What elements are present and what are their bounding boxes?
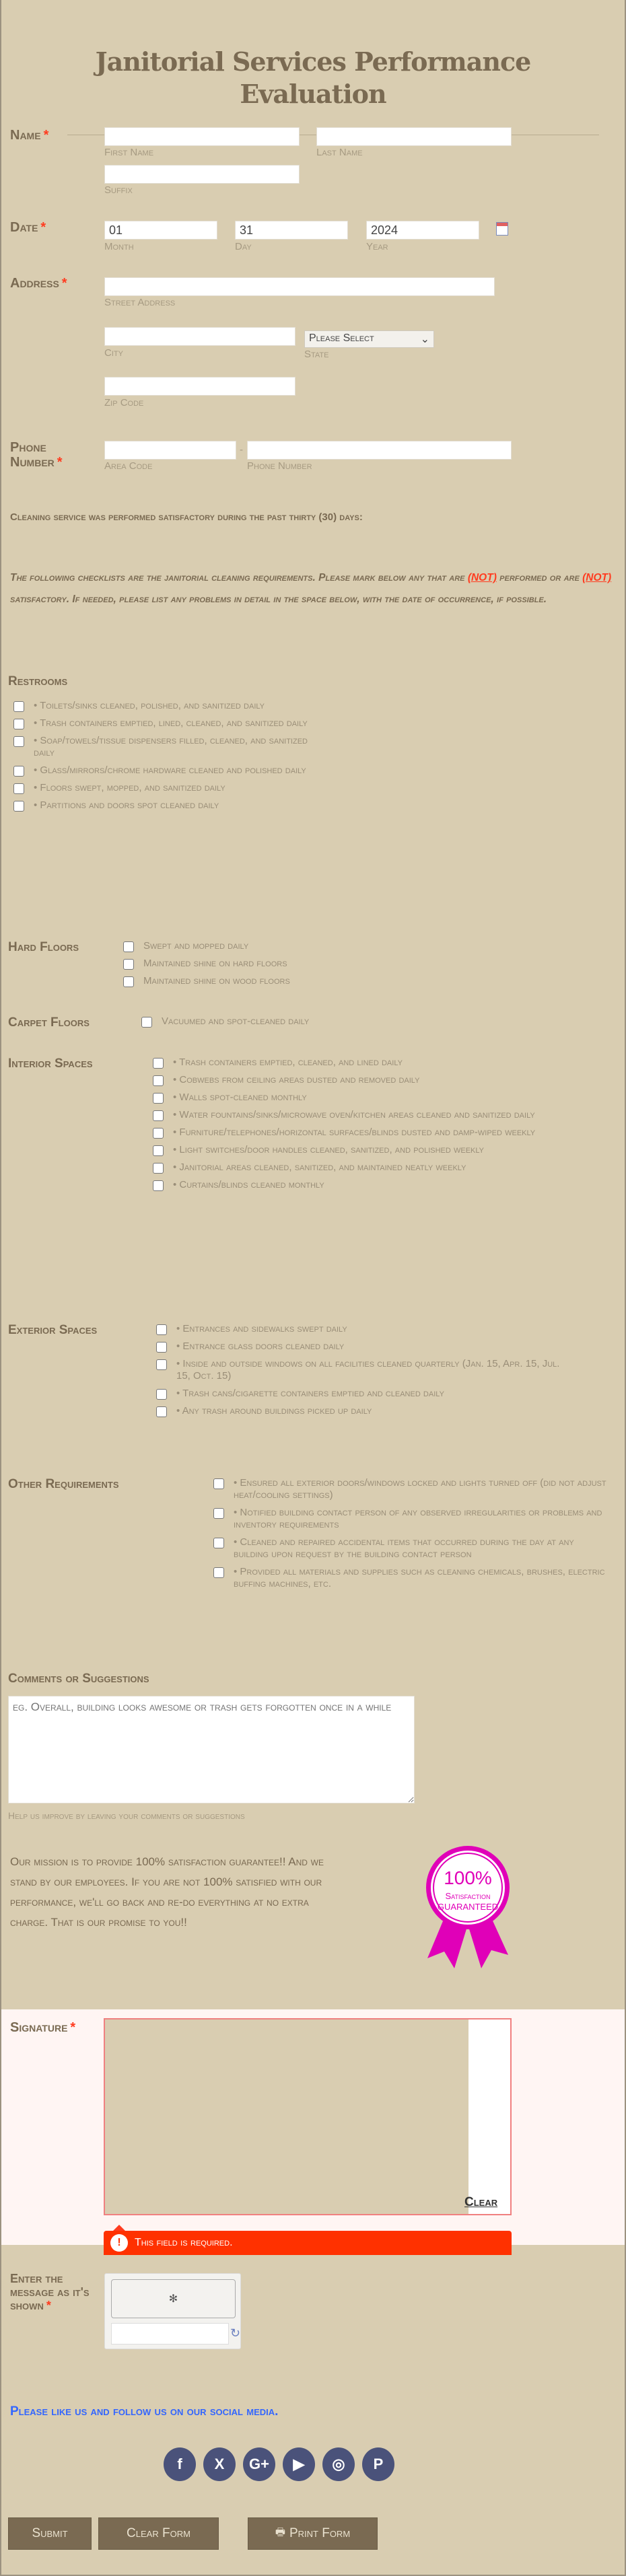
comments-help: Help us improve by leaving your comments or suggestions	[8, 1810, 245, 1821]
google-plus-icon[interactable]: G+	[243, 2447, 275, 2481]
checklist	[213, 1477, 611, 1590]
checkbox[interactable]	[123, 976, 134, 987]
checklist-item-label: • Notified building contact person of any observed irregularities or problems and inventory requirements	[234, 1507, 602, 1530]
facebook-icon[interactable]: f	[164, 2447, 196, 2481]
checkbox[interactable]	[153, 1058, 164, 1069]
checkbox[interactable]	[156, 1406, 167, 1417]
checkbox[interactable]	[153, 1093, 164, 1104]
year-input[interactable]	[366, 221, 479, 240]
calendar-icon[interactable]	[496, 222, 508, 236]
checklist-item-label: • Trash containers emptied, lined, cleaned, and sanitized daily	[34, 717, 308, 729]
clear-signature-link[interactable]: Clear	[464, 2195, 498, 2209]
button-label: Print Form	[289, 2526, 351, 2540]
checklist-item-label: Maintained shine on wood floors	[143, 975, 290, 987]
signature-pad[interactable]	[104, 2018, 512, 2215]
checkbox[interactable]	[123, 959, 134, 970]
checklist-item-label: • Cobwebs from ceiling areas dusted and removed daily	[173, 1074, 420, 1085]
checklist-row[interactable]	[13, 700, 330, 712]
checklist-row[interactable]	[13, 764, 330, 777]
date-label	[10, 220, 46, 235]
street-sublabel: Street Address	[104, 297, 176, 308]
checklist-row[interactable]	[13, 717, 330, 729]
checklist-row[interactable]	[153, 1057, 570, 1069]
checklist	[123, 940, 561, 987]
checklist-row[interactable]	[13, 782, 330, 794]
checkbox[interactable]	[13, 766, 24, 777]
checklist-item-label: • Glass/mirrors/chrome hardware cleaned and polished daily	[34, 764, 306, 776]
checklist	[156, 1323, 567, 1417]
clear-form-button[interactable]	[98, 2517, 219, 2550]
not-emphasis: (NOT)	[467, 572, 497, 583]
checklist-item-label: • Water fountains/sinks/microwave oven/kitchen areas cleaned and sanitized daily	[173, 1109, 535, 1120]
instructions-part: performed or are	[496, 572, 583, 583]
checklist-item-label: • Curtains/blinds cleaned monthly	[173, 1179, 324, 1190]
phone-number-input[interactable]	[247, 441, 512, 460]
checklist-item-label: • Trash cans/cigarette containers emptied and cleaned daily	[176, 1388, 444, 1399]
state-select-value: Please Select	[309, 332, 374, 344]
checklist-row[interactable]	[156, 1323, 567, 1335]
checklist-item-label: • Cleaned and repaired accidental items that occurred during the day at any building upon request by the building contact person	[234, 1536, 574, 1560]
error-message	[104, 2231, 512, 2255]
checkbox[interactable]	[13, 719, 24, 729]
checklist-row[interactable]	[141, 1015, 579, 1028]
checklist-row[interactable]	[156, 1405, 567, 1417]
year-sublabel: Year	[366, 241, 388, 252]
checklist-row[interactable]	[153, 1161, 570, 1174]
not-emphasis: (NOT)	[582, 572, 612, 583]
checklist-item-label: • Provided all materials and supplies such as cleaning chemicals, brushes, electric buffing machines, etc.	[234, 1566, 605, 1589]
checklist	[153, 1057, 570, 1191]
suffix-input[interactable]	[104, 165, 300, 184]
label-text: Address	[10, 276, 59, 291]
loading-spinner-icon: ✻	[111, 2279, 236, 2318]
badge-percent: 100%	[444, 1867, 492, 1888]
checklist-row[interactable]	[123, 958, 561, 970]
group-title: Exterior Spaces	[8, 1323, 98, 1337]
area-code-input[interactable]	[104, 441, 236, 460]
youtube-icon[interactable]: ▶	[283, 2447, 315, 2481]
chevron-down-icon: ⌄	[420, 334, 429, 345]
zip-sublabel: Zip Code	[104, 397, 144, 408]
social-media-text: Please like us and follow us on our social media.	[10, 2404, 279, 2419]
month-input[interactable]	[104, 221, 217, 240]
checklist-row[interactable]	[13, 799, 330, 812]
state-sublabel: State	[304, 349, 329, 360]
checklist-row[interactable]	[153, 1092, 570, 1104]
required-mark: *	[61, 276, 67, 291]
first-name-sublabel: First Name	[104, 147, 154, 158]
required-mark: *	[57, 455, 63, 470]
group-title: Interior Spaces	[8, 1057, 93, 1071]
group-title: Restrooms	[8, 674, 68, 688]
checklist-row[interactable]	[213, 1507, 611, 1531]
mission-text: Our mission is to provide 100% satisfaction guarantee!! And we stand by our employees. If you are not 100% satisfied with our performance, we'll go back and re-do everything at no extra charge. That is our promise to you!!	[10, 1855, 324, 1929]
checkbox[interactable]	[156, 1342, 167, 1353]
suffix-sublabel: Suffix	[104, 184, 133, 196]
checklist-item-label: • Toilets/sinks cleaned, polished, and sanitized daily	[34, 700, 265, 711]
checklist-item-label: Maintained shine on hard floors	[143, 958, 287, 969]
checklist-item-label: • Inside and outside windows on all facilities cleaned quarterly (Jan. 15, Apr. 15, Jul. 15, Oct. 15)	[176, 1358, 560, 1382]
checklist-row[interactable]	[156, 1388, 567, 1400]
checklist-item-label: • Ensured all exterior doors/windows locked and lights turned off (did not adjust heat/cooling settings)	[234, 1477, 606, 1501]
checklist-item-label: • Light switches/door handles cleaned, sanitized, and polished weekly	[173, 1144, 485, 1155]
checklist-row[interactable]	[213, 1566, 611, 1590]
label-text: Name	[10, 128, 41, 143]
comments-label: Comments or Suggestions	[8, 1672, 149, 1686]
checkbox[interactable]	[153, 1128, 164, 1139]
label-text: Phone	[10, 440, 46, 455]
instructions-part: The following checklists are the janitorial cleaning requirements. Please mark below any that are	[10, 572, 468, 583]
captcha-input[interactable]	[111, 2323, 229, 2345]
satisfaction-badge	[421, 1844, 515, 1972]
refresh-icon[interactable]: ↻	[230, 2326, 241, 2340]
checklist-item-label: • Walls spot-cleaned monthly	[173, 1092, 307, 1103]
checkbox[interactable]	[213, 1478, 224, 1489]
checklist-item-label: Vacuumed and spot-cleaned daily	[162, 1015, 310, 1027]
checklist	[141, 1015, 579, 1028]
alert-icon: !	[110, 2234, 128, 2252]
checkbox[interactable]	[213, 1538, 224, 1548]
checkbox[interactable]	[153, 1145, 164, 1156]
checklist-row[interactable]	[213, 1536, 611, 1561]
checklist-item-label: • Floors swept, mopped, and sanitized daily	[34, 782, 225, 793]
checklist-item-label: • Entrances and sidewalks swept daily	[176, 1323, 347, 1334]
error-text: This field is required.	[135, 2237, 233, 2248]
checkbox[interactable]	[13, 801, 24, 812]
zip-input[interactable]	[104, 377, 295, 396]
checkbox[interactable]	[213, 1508, 224, 1519]
checkbox[interactable]	[153, 1163, 164, 1174]
submit-button[interactable]	[8, 2517, 92, 2550]
last-name-input[interactable]	[316, 127, 512, 146]
form-title: Janitorial Services Performance Evaluation	[95, 46, 531, 109]
comments-textarea[interactable]	[8, 1696, 415, 1803]
checklist-item-label: • Partitions and doors spot cleaned daily	[34, 799, 219, 811]
checkbox[interactable]	[13, 736, 24, 747]
label-text: Signature	[10, 2020, 68, 2035]
instructions-text	[10, 567, 616, 610]
month-sublabel: Month	[104, 241, 134, 252]
street-address-input[interactable]	[104, 277, 495, 296]
checklist-item-label: • Janitorial areas cleaned, sanitized, and maintained neatly weekly	[173, 1161, 466, 1173]
checkbox[interactable]	[123, 941, 134, 952]
checkbox[interactable]	[141, 1017, 152, 1028]
area-code-sublabel: Area Code	[104, 460, 153, 472]
print-form-button[interactable]	[248, 2517, 378, 2550]
checklist-item-label: • Entrance glass doors cleaned daily	[176, 1340, 345, 1352]
captcha-label	[10, 2272, 98, 2312]
phone-number-sublabel: Phone Number	[247, 460, 312, 472]
checklist-item-label: Swept and mopped daily	[143, 940, 249, 952]
button-label: Clear Form	[127, 2526, 190, 2540]
checklist-item-label: • Furniture/telephones/horizontal surfaces/blinds dusted and damp-wiped weekly	[173, 1126, 536, 1138]
required-mark: *	[46, 2299, 51, 2312]
pinterest-icon[interactable]: P	[362, 2447, 394, 2481]
checkbox[interactable]	[153, 1075, 164, 1086]
printer-icon: 🖶	[275, 2526, 285, 2538]
checkbox[interactable]	[156, 1389, 167, 1400]
checkbox[interactable]	[153, 1110, 164, 1121]
address-label	[10, 276, 67, 291]
label-text: Enter the message as it's shown	[10, 2272, 90, 2312]
last-name-sublabel: Last Name	[316, 147, 363, 158]
checklist-row[interactable]	[153, 1126, 570, 1139]
checklist-row[interactable]	[123, 940, 561, 952]
captcha-box	[104, 2273, 241, 2349]
required-mark: *	[70, 2020, 76, 2035]
instagram-icon[interactable]: ◎	[322, 2447, 355, 2481]
label-text: Number	[10, 455, 55, 470]
checklist-row[interactable]	[123, 975, 561, 987]
checklist	[13, 700, 330, 812]
checklist-row[interactable]	[153, 1109, 570, 1121]
state-select[interactable]	[304, 330, 434, 348]
group-title: Carpet Floors	[8, 1015, 90, 1030]
first-name-input[interactable]	[104, 127, 300, 146]
checkbox[interactable]	[153, 1180, 164, 1191]
checklist-row[interactable]	[156, 1340, 567, 1353]
checklist-item-label: • Any trash around buildings picked up daily	[176, 1405, 372, 1417]
day-input[interactable]	[235, 221, 348, 240]
group-title: Hard Floors	[8, 940, 79, 954]
checklist-row[interactable]	[153, 1179, 570, 1191]
checkbox[interactable]	[13, 701, 24, 712]
day-sublabel: Day	[235, 241, 252, 252]
checklist-row[interactable]	[213, 1477, 611, 1501]
checkbox[interactable]	[213, 1567, 224, 1578]
checklist-item-label: • Soap/towels/tissue dispensers filled, cleaned, and sanitized daily	[34, 735, 308, 758]
checkbox[interactable]	[156, 1324, 167, 1335]
checklist-row[interactable]	[153, 1144, 570, 1156]
name-label	[10, 128, 48, 143]
x-icon[interactable]: X	[203, 2447, 236, 2481]
badge-line2: GUARANTEED	[437, 1902, 499, 1912]
badge-line1: Satisfaction	[445, 1891, 491, 1901]
group-title: Other Requirements	[8, 1477, 119, 1491]
satisfaction-statement: Cleaning service was performed satisfactory during the past thirty (30) days:	[10, 511, 363, 523]
instructions-part: satisfactory. If needed, please list any problems in detail in the space below, with the date of occurrence, if possible.	[10, 594, 547, 605]
signature-label	[10, 2020, 91, 2035]
checkbox[interactable]	[13, 783, 24, 794]
checklist-row[interactable]	[13, 735, 330, 759]
required-mark: *	[40, 220, 46, 235]
city-input[interactable]	[104, 327, 295, 346]
checklist-item-label: • Trash containers emptied, cleaned, and lined daily	[173, 1057, 403, 1068]
checklist-row[interactable]	[156, 1358, 567, 1382]
city-sublabel: City	[104, 347, 123, 359]
checkbox[interactable]	[156, 1359, 167, 1370]
error-pointer	[113, 2225, 125, 2231]
checklist-row[interactable]	[153, 1074, 570, 1086]
button-label: Submit	[32, 2526, 68, 2540]
label-text: Date	[10, 220, 38, 235]
phone-label	[10, 440, 63, 470]
required-mark: *	[43, 128, 49, 143]
phone-separator: -	[240, 444, 243, 456]
